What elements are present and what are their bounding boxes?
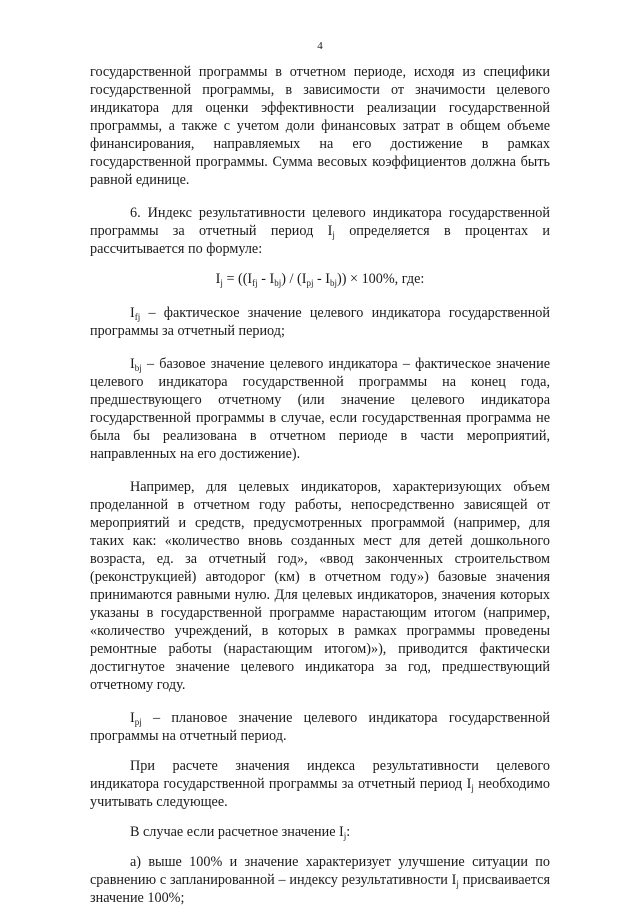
paragraph-weights-continuation: государственной программы в отчетном периоде, исходя из специфики государственной программы, в зависимости от значимости целевого индикатора для оценки эффективности реализации государственной программы, а также с учетом доли финансовых затрат в общем объеме финансирования, направляемых на его достижение в рамках государственной программы. Сумма весовых коэффициентов должна быть равной единице. — [90, 64, 550, 188]
paragraph-example: Например, для целевых индикаторов, характеризующих объем проделанной в отчетном году работы, непосредственно зависящей от мероприятий и средств, предусмотренных программой (например, для таких как: «количество вновь созданных мест для детей дошкольного возраста, ед. за отчетный год», «ввод законченных строительством (реконструкцией) автодорог (км) в отчетном году») базовые значения принимаются равными нулю. Для целевых индикаторов, значения которых указаны в государственной программе нарастающим итогом (например, «количество учреждений, в которых в рамках программы проведены ремонтные работы (нарастающим итогом)»), приводится фактически достигнутое значение целевого индикатора за год, предшествующий отчетному году. — [90, 479, 550, 693]
paragraph-case-a: а) выше 100% и значение характеризует улучшение ситуации по сравнению с запланированной – индексу результативности $I_j$ присваивается значение 100%; — [90, 854, 550, 906]
paragraph-ipj-definition: $I_{pj}$ – плановое значение целевого индикатора государственной программы на отчетный период. — [90, 710, 550, 744]
paragraph-ifj-definition: $I_{fj}$ – фактическое значение целевого индикатора государственной программы за отчетный период; — [90, 305, 550, 339]
paragraph-index-definition: 6. Индекс результативности целевого индикатора государственной программы за отчетный период $I_j$ определяется в процентах и рассчитывается по формуле: — [90, 205, 551, 257]
paragraph-ibj-definition: $I_{bj}$ – базовое значение целевого индикатора – фактическое значение целевого индикатора государственной программы на конец года, предшествующего отчетному (или значение целевого индикатора государственной программы в случае, если государственная программа не была бы реализована в отчетном периоде в части мероприятий, направленных на его достижение). — [90, 356, 550, 462]
paragraph-case-intro: В случае если расчетное значение $I_j$: — [130, 824, 351, 841]
paragraph-calculation-note: При расчете значения индекса результативности целевого индикатора государственной программы за отчетный период $I_j$ необходимо учитывать следующее. — [90, 758, 550, 810]
formula-index: $I_j = ((I_{fj} - I_{bj}) / (I_{pj} - I_{bj})) \times 100\%$, где: — [215, 271, 425, 288]
page-number: 4 — [317, 40, 323, 52]
document-body — [90, 63, 550, 922]
